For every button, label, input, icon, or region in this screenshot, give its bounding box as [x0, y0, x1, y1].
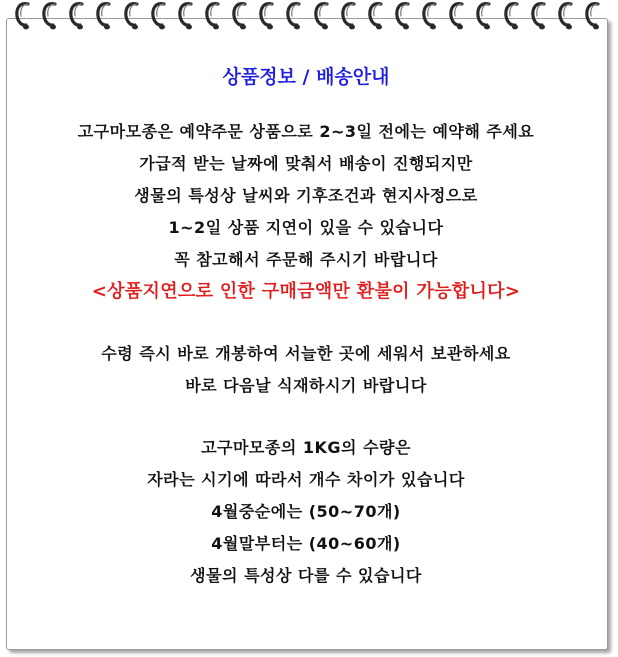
text-line: 고구마모종은 예약주문 상품으로 2~3일 전에는 예약해 주세요: [77, 122, 535, 141]
spiral-ring-icon: [41, 0, 61, 32]
text-line: 1~2일 상품 지연이 있을 수 있습니다: [168, 218, 444, 237]
text-line: 꼭 참고해서 주문해 주시기 바랍니다: [174, 250, 438, 269]
text-line: 생물의 특성상 날씨와 기후조건과 현지사정으로: [134, 186, 478, 205]
spiral-ring-icon: [503, 0, 523, 32]
spiral-ring-icon: [123, 0, 143, 32]
spiral-ring-icon: [285, 0, 305, 32]
spiral-ring-icon: [313, 0, 333, 32]
spiral-ring-icon: [258, 0, 278, 32]
refund-notice: <상품지연으로 인한 구매금액만 환불이 가능합니다>: [91, 281, 521, 302]
spiral-ring-icon: [421, 0, 441, 32]
spiral-ring-icon: [340, 0, 360, 32]
spiral-ring-icon: [204, 0, 224, 32]
text-line: 4월말부터는 (40~60개): [211, 534, 401, 553]
spiral-ring-icon: [68, 0, 88, 32]
text-line: 수령 즉시 바로 개봉하여 서늘한 곳에 세워서 보관하세요: [101, 344, 511, 363]
text-line: 고구마모종의 1KG의 수량은: [201, 438, 411, 457]
notice-content: [6, 62, 606, 592]
section-storage: [6, 338, 606, 402]
spiral-ring-icon: [150, 0, 170, 32]
text-line: 4월중순에는 (50~70개): [211, 502, 401, 521]
spiral-binding: [14, 0, 604, 34]
spiral-ring-icon: [367, 0, 387, 32]
spiral-ring-icon: [557, 0, 577, 32]
spiral-ring-icon: [475, 0, 495, 32]
spiral-ring-icon: [530, 0, 550, 32]
text-line: 가급적 받는 날짜에 맞춰서 배송이 진행되지만: [139, 154, 473, 173]
spiral-ring-icon: [394, 0, 414, 32]
section-quantity: [6, 432, 606, 592]
spiral-ring-icon: [14, 0, 34, 32]
text-line: 바로 다음날 식재하시기 바랍니다: [185, 376, 427, 395]
page-title: 상품정보 / 배송안내: [222, 66, 390, 88]
text-line: 생물의 특성상 다를 수 있습니다: [190, 566, 422, 585]
text-line: 자라는 시기에 따라서 개수 차이가 있습니다: [147, 470, 465, 489]
spiral-ring-icon: [95, 0, 115, 32]
spiral-ring-icon: [448, 0, 468, 32]
section-shipping: [6, 116, 606, 308]
spiral-ring-icon: [177, 0, 197, 32]
spiral-ring-icon: [584, 0, 604, 32]
spiral-ring-icon: [231, 0, 251, 32]
